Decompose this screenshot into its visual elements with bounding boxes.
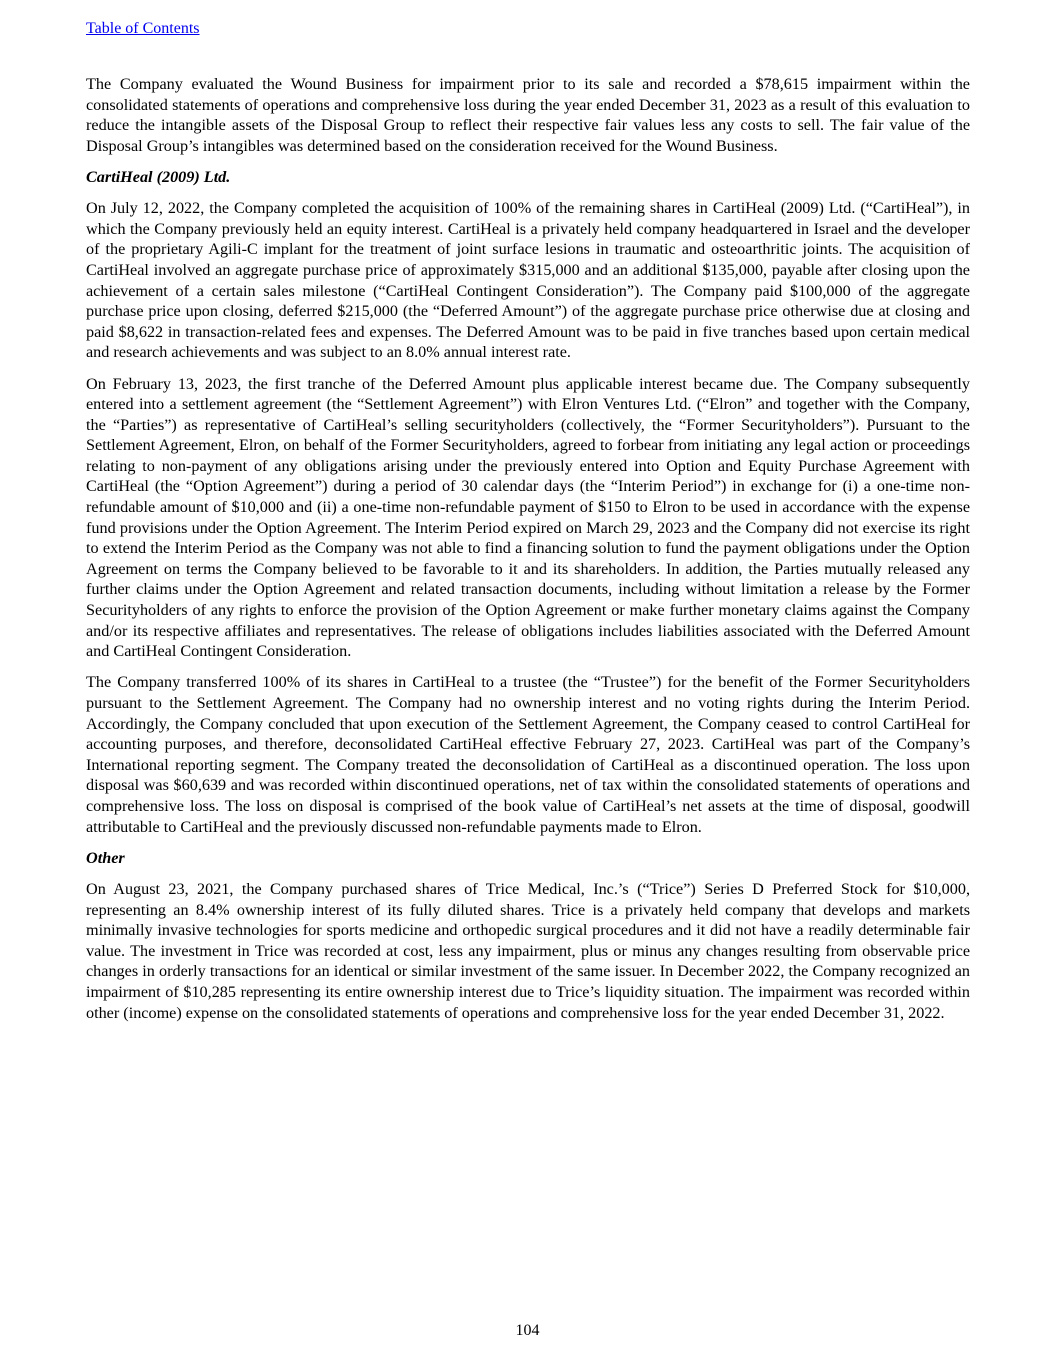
- paragraph-cartiheal-deconsolidation: The Company transferred 100% of its shares in CartiHeal to a trustee (the “Trustee”) for the benefit of the Former Securityholders pursuant to the Settlement Agreement. The Company had no ownership interest and no voting rights during the Interim Period. Accordingly, the Company concluded that upon execution of the Settlement Agreement, the Company ceased to control CartiHeal for accounting purposes, and therefore, deconsolidated CartiHeal effective February 27, 2023. CartiHeal was part of the Company’s International reporting segment. The Company treated the deconsolidation of CartiHeal as a discontinued operation. The loss upon disposal was $60,639 and was recorded within discontinued operations, net of tax within the consolidated statements of operations and comprehensive loss. The loss on disposal is comprised of the book value of CartiHeal’s net assets at the time of disposal, goodwill attributable to CartiHeal and the previously discussed non-refundable payments made to Elron.: [86, 673, 970, 836]
- page-number: 104: [515, 1322, 540, 1339]
- paragraph-wound-impairment: The Company evaluated the Wound Business for impairment prior to its sale and recorded a $78,615 impairment within the consolidated statements of operations and comprehensive loss during the year ended December 31, 2023 as a result of this evaluation to reduce the intangible assets of the Disposal Group to reflect their respective fair values less any costs to sell. The fair value of the Disposal Group’s intangibles was determined based on the consideration received for the Wound Business.: [86, 75, 970, 155]
- paragraph-settlement-agreement: On February 13, 2023, the first tranche of the Deferred Amount plus applicable interest became due. The Company subsequently entered into a settlement agreement (the “Settlement Agreement”) with Elron Ventures Ltd. (“Elron” and together with the Company, the “Parties”) as representative of CartiHeal’s selling securityholders (collectively, the “Former Securityholders”). Pursuant to the Settlement Agreement, Elron, on behalf of the Former Securityholders, agreed to forbear from initiating any legal action or proceedings relating to non-payment of any obligations arising under the previously entered into Option and Equity Purchase Agreement with CartiHeal (the “Option Agreement”) during a period of 30 calendar days (the “Interim Period”) in exchange for (i) a one-time non-refundable amount of $10,000 and (ii) a one-time non-refundable payment of $150 to Elron to be used in accordance with the expense fund provisions under the Option Agreement. The Interim Period expired on March 29, 2023 and the Company did not exercise its right to extend the Interim Period as the Company was not able to find a financing solution to fund the payment obligations under the Option Agreement on terms the Company believed to be favorable to it and its shareholders. In addition, the Parties mutually released any further claims under the Option Agreement and related transaction documents, including without limitation a release by the Former Securityholders of any rights to enforce the provision of the Option Agreement or make further monetary claims against the Company and/or its respective affiliates and representatives. The release of obligations includes liabilities associated with the Deferred Amount and CartiHeal Contingent Consideration.: [86, 374, 970, 661]
- paragraph-trice-investment: On August 23, 2021, the Company purchased shares of Trice Medical, Inc.’s (“Trice”) Series D Preferred Stock for $10,000, representing an 8.4% ownership interest of its fully diluted shares. Trice is a privately held company that develops and markets minimally invasive technologies for sports medicine and orthopedic surgical procedures and it did not have a readily determinable fair value. The investment in Trice was recorded at cost, less any impairment, plus or minus any changes resulting from observable price changes in orderly transactions for an identical or similar investment of the same issuer. In December 2022, the Company recognized an impairment of $10,285 representing its entire ownership interest due to Trice’s liquidity situation. The impairment was recorded within other (income) expense on the consolidated statements of operations and comprehensive loss for the year ended December 31, 2022.: [86, 879, 970, 1022]
- section-heading-other: Other: [86, 848, 125, 867]
- section-heading-cartiheal: CartiHeal (2009) Ltd.: [86, 167, 231, 186]
- table-of-contents-link[interactable]: Table of Contents: [86, 20, 200, 37]
- paragraph-cartiheal-acquisition: On July 12, 2022, the Company completed the acquisition of 100% of the remaining shares in CartiHeal (2009) Ltd. (“CartiHeal”), in which the Company previously held an equity interest. CartiHeal is a privately held company headquartered in Israel and the developer of the proprietary Agili-C implant for the treatment of joint surface lesions in traumatic and osteoarthritic joints. The acquisition of CartiHeal involved an aggregate purchase price of approximately $315,000 and an additional $135,000, payable after closing upon the achievement of a certain sales milestone (“CartiHeal Contingent Consideration”). The Company paid $100,000 of the aggregate purchase price upon closing, deferred $215,000 (the “Deferred Amount”) of the aggregate purchase price otherwise due at closing and paid $8,622 in transaction-related fees and expenses. The Deferred Amount was to be paid in five tranches based upon certain medical and research achievements and was subject to an 8.0% annual interest rate.: [86, 199, 970, 362]
- document-body: [86, 74, 970, 1034]
